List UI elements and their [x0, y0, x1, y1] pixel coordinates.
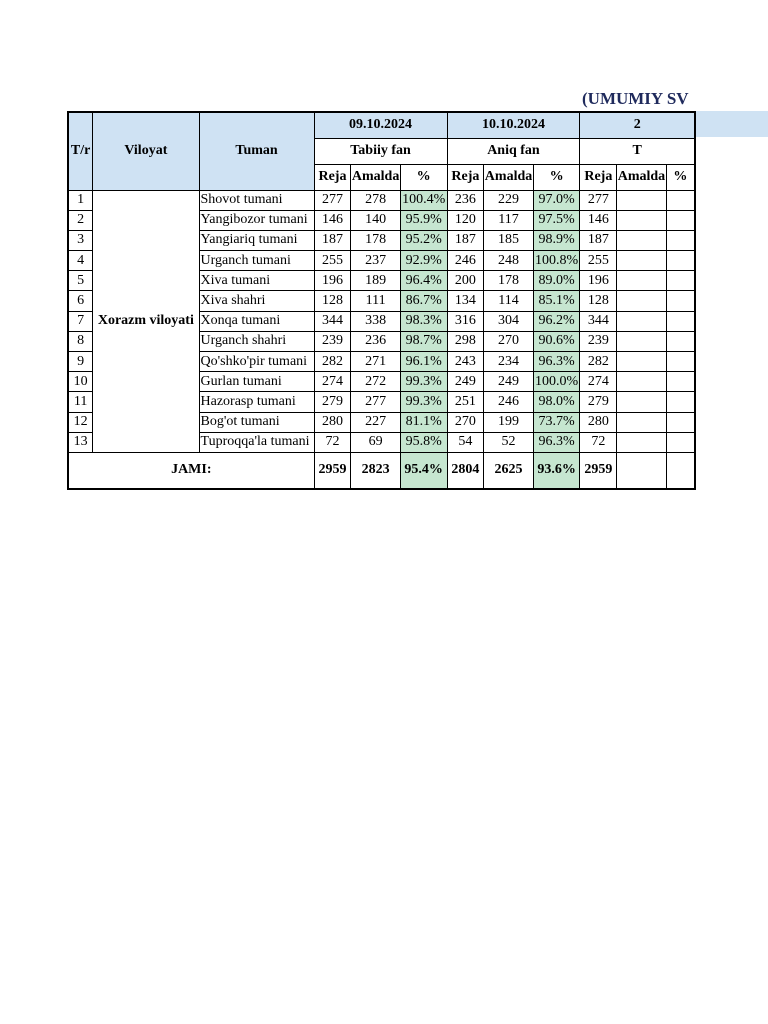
reja-2: 187	[447, 230, 484, 250]
reja-3: 282	[580, 352, 617, 372]
tuman-name: Bog'ot tumani	[199, 412, 314, 432]
table-body	[68, 190, 695, 452]
amalda-2: 52	[484, 432, 533, 452]
amalda-1: 178	[351, 230, 400, 250]
tuman-name: Gurlan tumani	[199, 372, 314, 392]
pct-1: 92.9%	[400, 251, 447, 271]
header-viloyat: Viloyat	[93, 112, 199, 190]
header-pct: %	[533, 164, 580, 190]
total-amalda-2: 2625	[484, 452, 533, 489]
reja-2: 251	[447, 392, 484, 412]
reja-2: 243	[447, 352, 484, 372]
header-date-2: 10.10.2024	[447, 112, 580, 138]
total-reja-3: 2959	[580, 452, 617, 489]
pct-1: 98.7%	[400, 331, 447, 351]
pct-2: 96.3%	[533, 432, 580, 452]
amalda-1: 236	[351, 331, 400, 351]
reja-2: 54	[447, 432, 484, 452]
tuman-name: Xiva tumani	[199, 271, 314, 291]
header-reja: Reja	[447, 164, 484, 190]
pct-3	[666, 372, 695, 392]
row-number: 2	[68, 210, 93, 230]
amalda-3	[617, 190, 666, 210]
row-number: 5	[68, 271, 93, 291]
reja-2: 246	[447, 251, 484, 271]
amalda-2: 178	[484, 271, 533, 291]
reja-3: 279	[580, 392, 617, 412]
pct-1: 96.1%	[400, 352, 447, 372]
tuman-name: Shovot tumani	[199, 190, 314, 210]
header-amalda: Amalda	[484, 164, 533, 190]
tuman-name: Qo'shko'pir tumani	[199, 352, 314, 372]
report-title: (UMUMIY SV	[582, 89, 689, 108]
amalda-2: 114	[484, 291, 533, 311]
reja-2: 120	[447, 210, 484, 230]
row-number: 8	[68, 331, 93, 351]
reja-1: 280	[314, 412, 351, 432]
row-number: 4	[68, 251, 93, 271]
pct-1: 95.2%	[400, 230, 447, 250]
pct-3	[666, 230, 695, 250]
tuman-name: Xiva shahri	[199, 291, 314, 311]
table-row	[68, 190, 695, 210]
row-number: 7	[68, 311, 93, 331]
tuman-name: Yangibozor tumani	[199, 210, 314, 230]
pct-3	[666, 190, 695, 210]
tuman-name: Urganch shahri	[199, 331, 314, 351]
header-overflow-band	[696, 111, 768, 137]
tuman-name: Tuproqqa'la tumani	[199, 432, 314, 452]
tuman-name: Hazorasp tumani	[199, 392, 314, 412]
reja-1: 239	[314, 331, 351, 351]
reja-1: 279	[314, 392, 351, 412]
pct-3	[666, 432, 695, 452]
reja-3: 187	[580, 230, 617, 250]
row-number: 12	[68, 412, 93, 432]
row-number: 11	[68, 392, 93, 412]
header-subject-1: Tabiiy fan	[314, 138, 447, 164]
header-date-3: 2	[580, 112, 695, 138]
amalda-3	[617, 251, 666, 271]
header-tuman: Tuman	[199, 112, 314, 190]
amalda-1: 111	[351, 291, 400, 311]
reja-1: 282	[314, 352, 351, 372]
pct-2: 100.8%	[533, 251, 580, 271]
row-number: 13	[68, 432, 93, 452]
amalda-1: 271	[351, 352, 400, 372]
amalda-3	[617, 372, 666, 392]
reja-2: 200	[447, 271, 484, 291]
pct-3	[666, 210, 695, 230]
reja-2: 298	[447, 331, 484, 351]
reja-2: 270	[447, 412, 484, 432]
pct-3	[666, 311, 695, 331]
reja-3: 72	[580, 432, 617, 452]
reja-1: 274	[314, 372, 351, 392]
pct-1: 95.9%	[400, 210, 447, 230]
amalda-3	[617, 311, 666, 331]
pct-2: 73.7%	[533, 412, 580, 432]
pct-2: 90.6%	[533, 331, 580, 351]
table-viewport	[67, 111, 696, 492]
pct-1: 81.1%	[400, 412, 447, 432]
amalda-1: 237	[351, 251, 400, 271]
pct-1: 99.3%	[400, 372, 447, 392]
reja-1: 277	[314, 190, 351, 210]
reja-1: 255	[314, 251, 351, 271]
amalda-2: 185	[484, 230, 533, 250]
total-pct-3	[666, 452, 695, 489]
reja-1: 146	[314, 210, 351, 230]
reja-2: 134	[447, 291, 484, 311]
row-number: 3	[68, 230, 93, 250]
row-number: 1	[68, 190, 93, 210]
total-pct-1: 95.4%	[400, 452, 447, 489]
pct-3	[666, 392, 695, 412]
amalda-2: 229	[484, 190, 533, 210]
reja-3: 274	[580, 372, 617, 392]
reja-3: 277	[580, 190, 617, 210]
amalda-3	[617, 291, 666, 311]
reja-3: 255	[580, 251, 617, 271]
pct-3	[666, 271, 695, 291]
total-row	[68, 452, 695, 489]
row-number: 6	[68, 291, 93, 311]
amalda-3	[617, 230, 666, 250]
amalda-2: 248	[484, 251, 533, 271]
header-subject-3: T	[580, 138, 695, 164]
pct-3	[666, 291, 695, 311]
reja-3: 280	[580, 412, 617, 432]
total-reja-1: 2959	[314, 452, 351, 489]
amalda-1: 140	[351, 210, 400, 230]
reja-1: 128	[314, 291, 351, 311]
amalda-3	[617, 392, 666, 412]
amalda-3	[617, 210, 666, 230]
pct-2: 97.0%	[533, 190, 580, 210]
pct-3	[666, 331, 695, 351]
pct-1: 96.4%	[400, 271, 447, 291]
reja-3: 146	[580, 210, 617, 230]
amalda-3	[617, 271, 666, 291]
pct-2: 97.5%	[533, 210, 580, 230]
region-cell: Xorazm viloyati	[93, 190, 199, 452]
amalda-1: 278	[351, 190, 400, 210]
total-pct-2: 93.6%	[533, 452, 580, 489]
pct-2: 96.3%	[533, 352, 580, 372]
header-reja: Reja	[580, 164, 617, 190]
reja-1: 72	[314, 432, 351, 452]
amalda-2: 249	[484, 372, 533, 392]
total-reja-2: 2804	[447, 452, 484, 489]
reja-3: 344	[580, 311, 617, 331]
header-amalda: Amalda	[351, 164, 400, 190]
reja-2: 249	[447, 372, 484, 392]
pct-1: 95.8%	[400, 432, 447, 452]
pct-2: 96.2%	[533, 311, 580, 331]
reja-1: 187	[314, 230, 351, 250]
amalda-1: 69	[351, 432, 400, 452]
amalda-2: 199	[484, 412, 533, 432]
reja-3: 239	[580, 331, 617, 351]
pct-1: 98.3%	[400, 311, 447, 331]
header-pct: %	[666, 164, 695, 190]
header-reja: Reja	[314, 164, 351, 190]
amalda-3	[617, 412, 666, 432]
reja-3: 196	[580, 271, 617, 291]
total-label: JAMI:	[68, 452, 314, 489]
header-date-1: 09.10.2024	[314, 112, 447, 138]
reja-2: 316	[447, 311, 484, 331]
amalda-3	[617, 331, 666, 351]
amalda-2: 304	[484, 311, 533, 331]
amalda-2: 117	[484, 210, 533, 230]
tuman-name: Yangiariq tumani	[199, 230, 314, 250]
total-amalda-3	[617, 452, 666, 489]
pct-1: 100.4%	[400, 190, 447, 210]
pct-1: 86.7%	[400, 291, 447, 311]
tuman-name: Urganch tumani	[199, 251, 314, 271]
pct-2: 98.0%	[533, 392, 580, 412]
amalda-3	[617, 432, 666, 452]
row-number: 10	[68, 372, 93, 392]
amalda-1: 272	[351, 372, 400, 392]
reja-1: 196	[314, 271, 351, 291]
amalda-1: 338	[351, 311, 400, 331]
amalda-3	[617, 352, 666, 372]
pct-2: 89.0%	[533, 271, 580, 291]
tuman-name: Xonqa tumani	[199, 311, 314, 331]
header-subject-2: Aniq fan	[447, 138, 580, 164]
pct-3	[666, 352, 695, 372]
header-pct: %	[400, 164, 447, 190]
amalda-2: 270	[484, 331, 533, 351]
row-number: 9	[68, 352, 93, 372]
pct-3	[666, 251, 695, 271]
amalda-1: 227	[351, 412, 400, 432]
pct-2: 100.0%	[533, 372, 580, 392]
pct-1: 99.3%	[400, 392, 447, 412]
amalda-2: 234	[484, 352, 533, 372]
total-amalda-1: 2823	[351, 452, 400, 489]
reja-3: 128	[580, 291, 617, 311]
pct-2: 85.1%	[533, 291, 580, 311]
header-tr: T/r	[68, 112, 93, 190]
amalda-2: 246	[484, 392, 533, 412]
reja-1: 344	[314, 311, 351, 331]
pct-2: 98.9%	[533, 230, 580, 250]
header-amalda: Amalda	[617, 164, 666, 190]
amalda-1: 189	[351, 271, 400, 291]
results-table	[67, 111, 696, 490]
amalda-1: 277	[351, 392, 400, 412]
pct-3	[666, 412, 695, 432]
reja-2: 236	[447, 190, 484, 210]
